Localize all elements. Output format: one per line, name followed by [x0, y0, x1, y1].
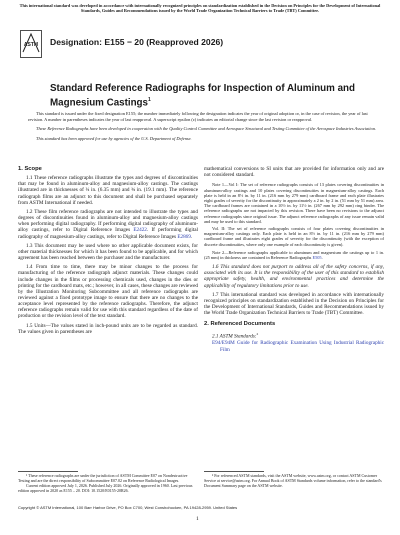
- para-2-1-label: 2.1 ASTM Standards:: [212, 333, 257, 340]
- para-1-5-cont: mathematical conversions to SI units that are provided for information only and are not considered standard.: [204, 166, 384, 179]
- para-1-2: [18, 209, 198, 240]
- designation: Designation: E155 − 20 (Reapproved 2026): [50, 37, 224, 47]
- footnote-1: ¹ These reference radiographs are under the jurisdiction of ASTM Committee E07 on Nondestructive Testing and are the direct responsibility of Subcommittee E07.02 on Reference Radiological Images.: [18, 473, 188, 483]
- referenced-documents-heading: 2. Referenced Documents: [204, 321, 276, 328]
- intro-text: [28, 111, 378, 141]
- link-e2869[interactable]: E2869: [177, 233, 191, 240]
- right-footnotes: [204, 474, 384, 489]
- note-2-b: .: [321, 254, 323, 260]
- footnote-2: ² For referenced ASTM standards, visit the ASTM website, www.astm.org, or contact ASTM Customer Service at service@astm.org. For Annual Book of ASTM Standards volume information, refer to the standard's Document Summary page on the ASTM website.: [204, 473, 382, 488]
- svg-text:ASTM: ASTM: [23, 42, 39, 48]
- para-2-1: [204, 331, 384, 340]
- ref-e94: [204, 340, 384, 352]
- ref-e94-title[interactable]: Guide for Radiographic Examination Using Industrial Radiographic Film: [220, 340, 384, 353]
- note-1: Note 1—Vol I: The set of reference radiographs consists of 13 plates covering discontinuities in aluminum-alloy castings and 10 plates covering discontinuities in magnesium-alloy castings. Each plate is held in an 8½ in. by 11 in. (216 mm by 279 mm) cardboard frame and each plate illustrates eight grades of severity for the discontinuity in approximately a 2 in. by 2 in. (51 mm by 51 mm) area. The cardboard frames are contained in a 10½ in. by 11½ in. (267 mm by 292 mm) ring binder. The reference radiographs are not impacted by this revision. There have been no revisions to the adjunct reference radiographs since original issue. The adjunct reference radiographs of any issue remain valid and may be used to this standard.: [204, 182, 384, 224]
- para-2-1-footnote-mark: 2: [256, 331, 259, 336]
- intro-dod-note: This standard has been approved for use by agencies of the U.S. Department of Defense.: [36, 135, 192, 141]
- tbt-notice: This international standard was developed in accordance with internationally recognized principles on standardization established in the Decision on Principles for the Development of International Standards, Guides and Recommendations issued by the World Trade Organization Technical Barriers to Trade (TBT) Committee.: [19, 3, 381, 14]
- footnote-divider-right: [204, 471, 264, 472]
- intro-designation-note: This standard is issued under the fixed designation E155; the number immediately following the designation indicates the year of original adoption or, in the case of revision, the year of last revision. A number in parentheses indicates the year of last reapproval. A superscript epsilon (ε) indicates an editorial change since the last revision or reapproval.: [28, 111, 368, 122]
- title-text: Standard Reference Radiographs for Inspection of Aluminum and Magnesium Castings: [50, 83, 356, 108]
- footnote-1-edition: Current edition approved July 1, 2026. Published July 2026. Originally approved in 1960. Last previous edition approved in 2020 as E155 – 20. DOI: 10.1520/E0155-20R26.: [18, 482, 193, 493]
- footnote-divider: [18, 471, 78, 472]
- para-1-6: 1.6 This standard does not purport to address all of the safety concerns, if any, associated with its use. It is the responsibility of the user of this standard to establish appropriate safety, health, and environmental practices and determine the applicability of regulatory limitations prior to use.: [204, 264, 384, 289]
- para-1-2-b: . If performing digital radiography of magnesium-alloy castings, refer to Digital Reference Images: [18, 227, 198, 240]
- right-column: [204, 166, 384, 353]
- scope-heading: 1. Scope: [18, 166, 42, 172]
- para-1-7: 1.7 This international standard was developed in accordance with internationally recognized principles on standardization established in the Decision on Principles for the Development of International Standards, Guides and Recommendations issued by the World Trade Organization Technical Barriers to Trade (TBT) Committee.: [204, 291, 384, 317]
- link-e505[interactable]: E505: [312, 254, 322, 260]
- page-number: 1: [196, 516, 199, 522]
- copyright-footer: Copyright © ASTM International, 100 Barr Harbor Drive, PO Box C700, West Conshohocken, PA 19428-2959. United States: [18, 505, 238, 510]
- intro-cooperation-note: These Reference Radiographs have been developed in cooperation with the Quality Control Committee and Aerospace Structural and Testing Committee of the Aerospace Industries Association.: [36, 126, 377, 131]
- note-2: [204, 250, 384, 260]
- title-footnote-mark: 1: [148, 96, 151, 103]
- left-column: [18, 166, 198, 335]
- astm-logo-icon: [20, 30, 42, 58]
- para-1-4: 1.4 From time to time, there may be minor changes to the process for manufacturing of the reference radiograph adjunct materials. These changes could include changes in the films or processing chemicals used, changes in the dies or printing for the cardboard mats, etc.; however, in all cases, these changes are reviewed by the Illustration Monitoring Subcommittee and all reference radiographs are reviewed against a fixed prototype image to ensure that there are no changes to the acceptance level represented by the reference radiographs. Therefore, the adjunct reference radiographs remain valid for use with this standard regardless of the date of production or the revision level of the text standard.: [18, 264, 198, 320]
- para-1-2-a: 1.2 These film reference radiographs are not intended to illustrate the types and degrees of discontinuities found in aluminum-alloy and magnesium-alloy castings when performing digital radiography. If performing digital radiography of aluminum-alloy castings, refer to Digital Reference Images: [18, 208, 198, 234]
- para-1-5: 1.5 Units—The values stated in inch-pound units are to be regarded as standard. The values given in parentheses are: [18, 322, 198, 335]
- para-1-3: 1.3 This document may be used where no other applicable document exists, for other material thicknesses for which it has been found to be applicable, and for which agreement has been reached between the purchaser and the manufacturer.: [18, 242, 198, 262]
- note-1-vol-ii: Vol. II: The set of reference radiographs consists of four plates covering discontinuities in magnesium-alloy castings only. Each plate is held in an 8½ in. by 11 in. (216 mm by 279 mm) cardboard frame and illustrates eight grades of severity for the discontinuity (with the exception of discrete discontinuities, where only one example of each discontinuity is given).: [204, 225, 384, 247]
- para-1-1: 1.1 These reference radiographs illustrate the types and degrees of discontinuities that may be found in aluminum-alloy and magnesium-alloy castings. The castings illustrated are in thicknesses of ¼ in. (6.35 mm) and ¾ in. (19.1 mm). The reference radiograph films are an adjunct to this document and shall be purchased separately from ASTM International if needed.: [18, 175, 198, 206]
- left-footnotes: [18, 474, 198, 494]
- link-e94-e94m[interactable]: E94/E94M: [212, 340, 235, 347]
- link-e2422[interactable]: E2422: [133, 227, 147, 234]
- para-1-2-c: .: [190, 233, 193, 240]
- document-title: [50, 83, 370, 108]
- note-2-a: Note 2—Reference radiographs applicable to aluminum and magnesium die castings up to 1 in. (25 mm) in thickness are contained in Reference Radiographs: [204, 249, 384, 260]
